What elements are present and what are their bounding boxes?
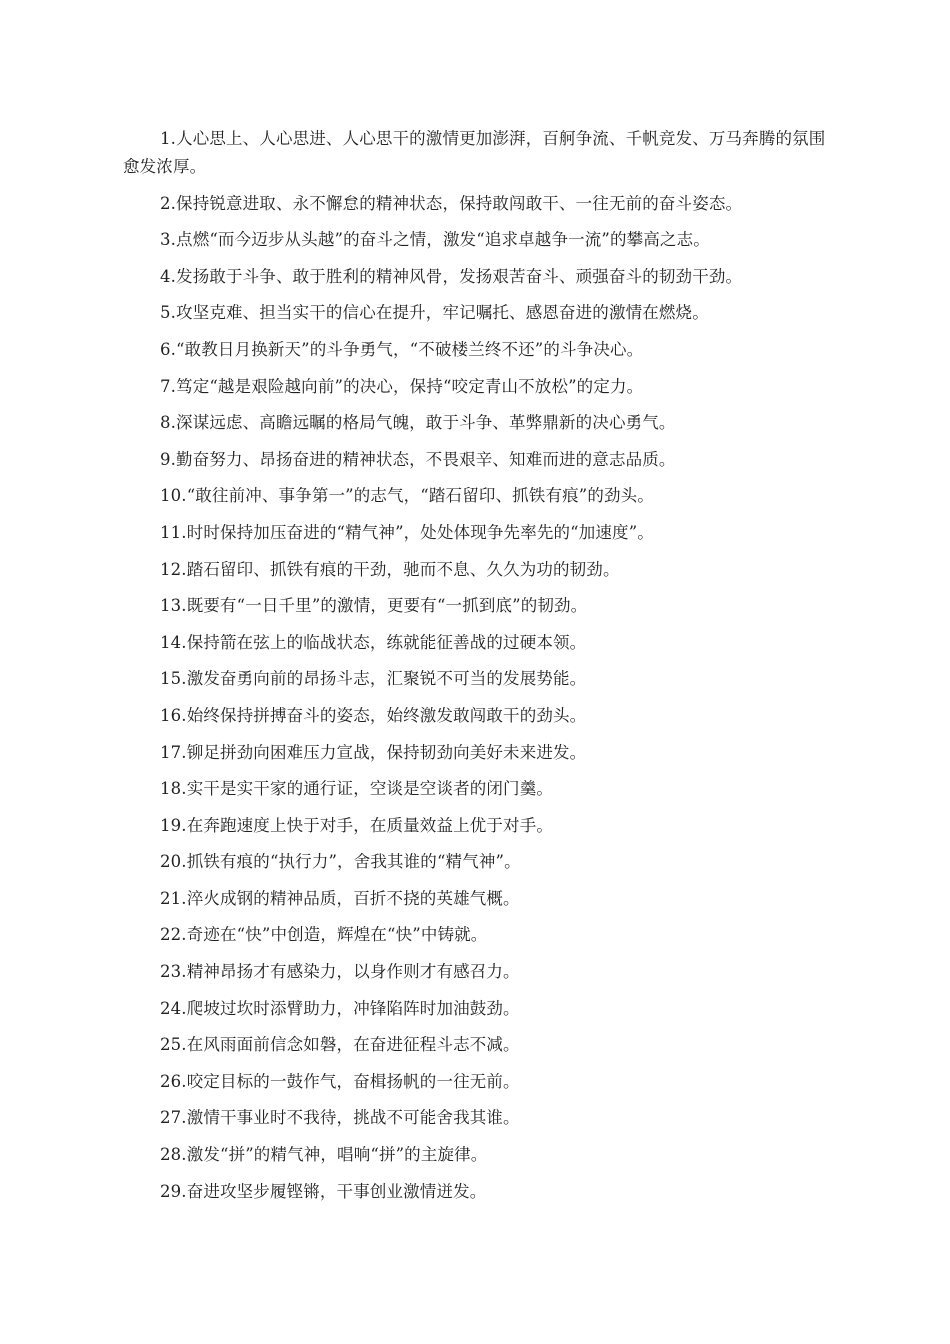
list-item: 19.在奔跑速度上快于对手，在质量效益上优于对手。 [160, 815, 553, 835]
list-item: 11.时时保持加压奋进的“精气神”，处处体现争先率先的“加速度”。 [160, 522, 654, 542]
list-item: 13.既要有“一日千里”的激情，更要有“一抓到底”的韧劲。 [160, 596, 588, 616]
list-item: 25.在风雨面前信念如磐，在奋进征程斗志不减。 [160, 1035, 520, 1055]
list-item: 5.攻坚克难、担当实干的信心在提升，牢记嘱托、感恩奋进的激情在燃烧。 [160, 303, 709, 323]
list-item: 8.深谋远虑、高瞻远瞩的格局气魄，敢于斗争、革弊鼎新的决心勇气。 [160, 413, 676, 433]
list-item: 15.激发奋勇向前的昂扬斗志，汇聚锐不可当的发展势能。 [160, 669, 587, 689]
list-item: 10.“敢往前冲、事争第一”的志气，“踏石留印、抓铁有痕”的劲头。 [160, 486, 654, 506]
list-item: 9.勤奋努力、昂扬奋进的精神状态，不畏艰辛、知难而进的意志品质。 [160, 449, 676, 469]
list-item: 27.激情干事业时不我待，挑战不可能舍我其谁。 [160, 1108, 520, 1128]
list-item: 7.笃定“越是艰险越向前”的决心，保持“咬定青山不放松”的定力。 [160, 376, 644, 396]
list-item: 3.点燃“而今迈步从头越”的奋斗之情，激发“追求卓越争一流”的攀高之志。 [160, 230, 710, 250]
list-item: 12.踏石留印、抓铁有痕的干劲，驰而不息、久久为功的韧劲。 [160, 559, 620, 579]
list-item: 20.抓铁有痕的“执行力”，舍我其谁的“精气神”。 [160, 852, 521, 872]
list-item: 28.激发“拼”的精气神，唱响“拼”的主旋律。 [160, 1145, 488, 1165]
list-item: 1.人心思上、人心思进、人心思干的激情更加澎湃，百舸争流、千帆竞发、万马奔腾的氛围愈发浓厚。 [123, 129, 826, 176]
list-item: 6.“敢教日月换新天”的斗争勇气，“不破楼兰终不还”的斗争决心。 [160, 339, 644, 359]
list-item: 4.发扬敢于斗争、敢于胜利的精神风骨，发扬艰苦奋斗、顽强奋斗的韧劲干劲。 [160, 266, 743, 286]
list-item: 22.奇迹在“快”中创造，辉煌在“快”中铸就。 [160, 925, 488, 945]
list-item: 21.淬火成钢的精神品质，百折不挠的英雄气概。 [160, 888, 520, 908]
list-item: 24.爬坡过坎时添臂助力，冲锋陷阵时加油鼓劲。 [160, 998, 520, 1018]
list-item: 18.实干是实干家的通行证，空谈是空谈者的闭门羹。 [160, 779, 553, 799]
list-item: 17.铆足拼劲向困难压力宣战，保持韧劲向美好未来进发。 [160, 742, 587, 762]
list-item: 23.精神昂扬才有感染力，以身作则才有感召力。 [160, 962, 520, 982]
list-item: 2.保持锐意进取、永不懈怠的精神状态，保持敢闯敢干、一往无前的奋斗姿态。 [160, 193, 743, 213]
list-item: 26.咬定目标的一鼓作气，奋楫扬帆的一往无前。 [160, 1071, 520, 1091]
list-item: 14.保持箭在弦上的临战状态，练就能征善战的过硬本领。 [160, 632, 587, 652]
document-body [123, 125, 835, 1214]
list-item: 29.奋进攻坚步履铿锵，干事创业激情迸发。 [160, 1181, 487, 1201]
list-item: 16.始终保持拼搏奋斗的姿态，始终激发敢闯敢干的劲头。 [160, 705, 587, 725]
